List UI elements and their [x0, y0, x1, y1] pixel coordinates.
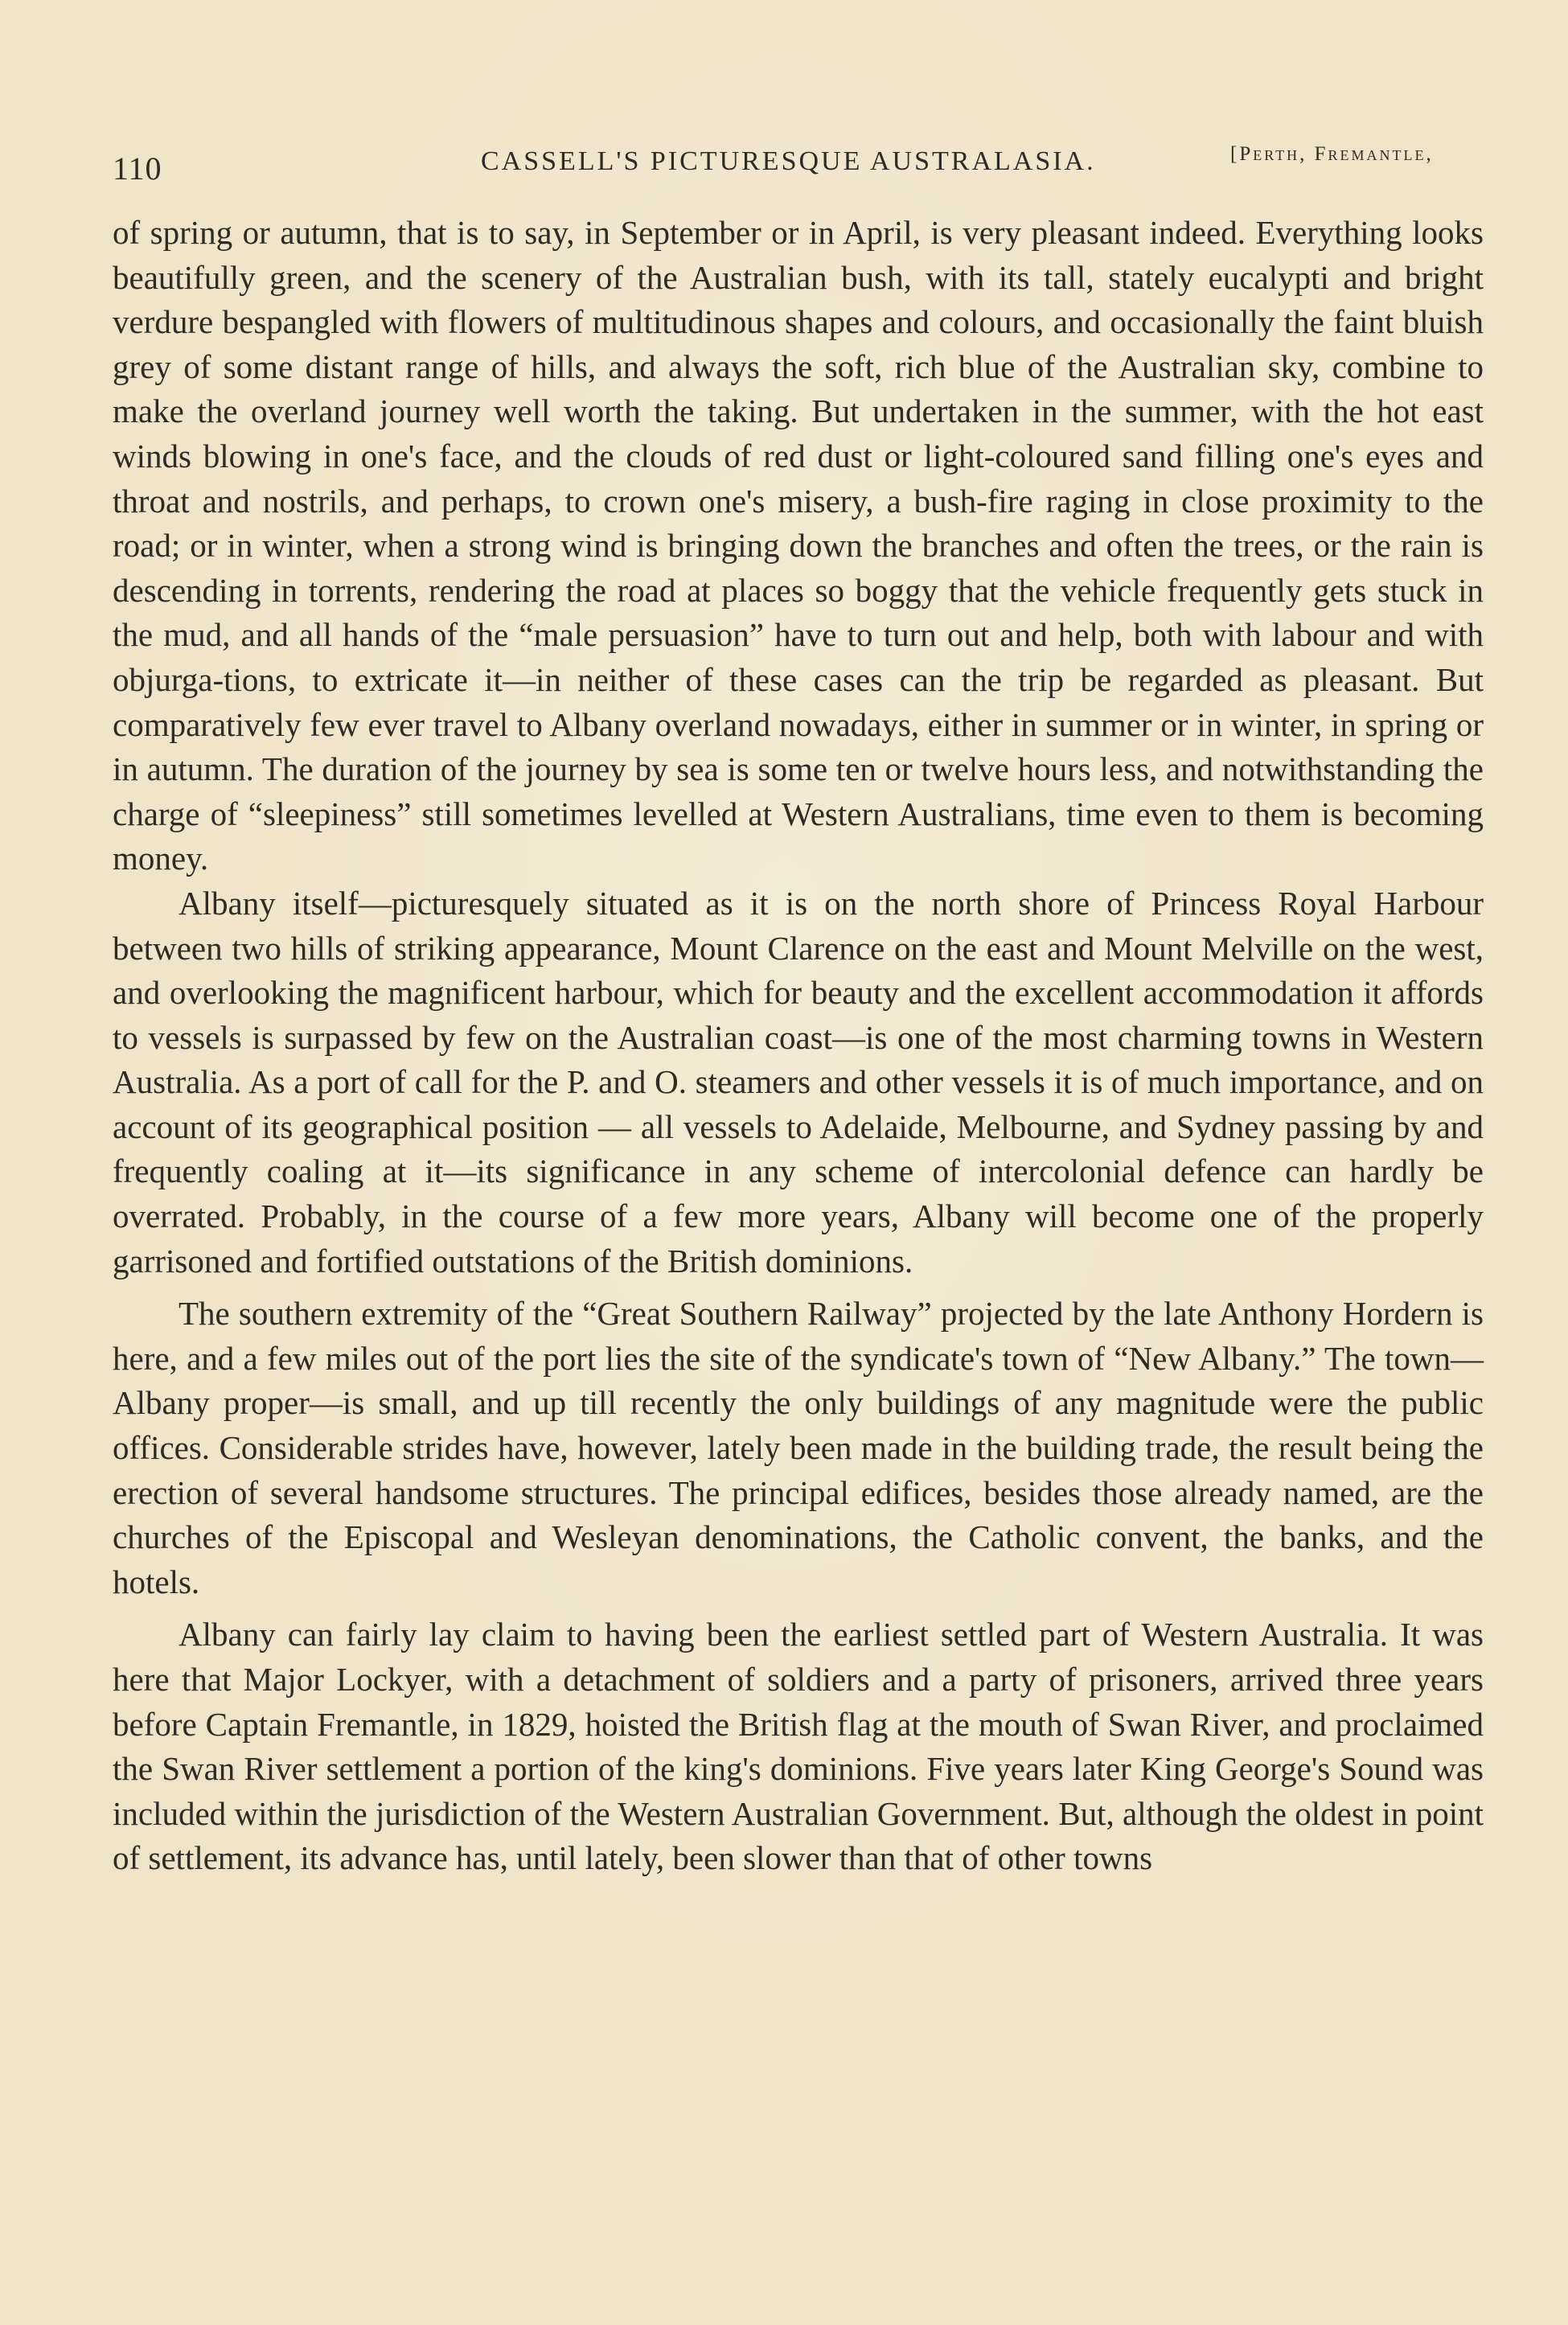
paragraph-earliest-settled: Albany can fairly lay claim to having been the earliest settled part of Western Australia. It was here that Major Lockyer, with a detachment of soldiers and a party of prisoners, arrived three years before Captain Fremantle, in 1829, hoisted the British flag at the mouth of Swan River, and proclaimed the Swan River settlement a portion of the king's dominions. Five years later King George's Sound was included within the jurisdiction of the Western Australian Government. But, although the oldest in point of settlement, its advance has, until lately, been slower than that of other towns	[113, 1616, 1484, 1877]
paragraph-great-southern-railway: The southern extremity of the “Great Southern Railway” projected by the late Anthony Hordern is here, and a few miles out of the port lies the site of the syndicate's town of “New Albany.” The town—Albany proper—is small, and up till recently the only buildings of any magnitude were the public offices. Considerable strides have, however, lately been made in the building trade, the result being the erection of several handsome structures. The principal edifices, besides those already named, are the churches of the Episcopal and Wesleyan denominations, the Catholic convent, the banks, and the hotels.	[113, 1295, 1484, 1600]
running-title: CASSELL'S PICTURESQUE AUSTRALASIA.	[481, 146, 1096, 176]
section-reference: [Perth, Fremantle,	[1230, 143, 1434, 165]
paragraph-continued: of spring or autumn, that is to say, in September or in April, is very pleasant indeed. Everything looks beautifully green, and the scenery of the Australian bush, with its tall, stately eucalypti and bright verdure bespangled with flowers of multitudinous shapes and colours, and occasionally the faint bluish grey of some distant range of hills, and always the soft, rich blue of the Australian sky, combine to make the overland journey well worth the taking. But undertaken in the summer, with the hot east winds blowing in one's face, and the clouds of red dust or light-coloured sand filling one's eyes and throat and nostrils, and perhaps, to crown one's misery, a bush-fire raging in close proximity to the road; or in winter, when a strong wind is bringing down the branches and often the trees, or the rain is descending in torrents, rendering the road at places so boggy that the vehicle frequently gets stuck in the mud, and all hands of the “male persuasion” have to turn out and help, both with labour and with objurga-tions, to extricate it—in neither of these cases can the trip be regarded as pleasant. But comparatively few ever travel to Albany overland nowadays, either in summer or in winter, in spring or in autumn. The duration of the journey by sea is some ten or twelve hours less, and notwithstanding the charge of “sleepiness” still sometimes levelled at Western Australians, time even to them is becoming money.	[113, 214, 1484, 877]
body-text	[113, 211, 1484, 1881]
page-header	[113, 143, 1472, 191]
paragraph-albany-itself: Albany itself—picturesquely situated as it is on the north shore of Princess Royal Harbour between two hills of striking appearance, Mount Clarence on the east and Mount Melville on the west, and overlooking the magnificent harbour, which for beauty and the excellent accommodation it affords to vessels is surpassed by few on the Australian coast—is one of the most charming towns in Western Australia. As a port of call for the P. and O. steamers and other vessels it is of much importance, and on account of its geographical position — all vessels to Adelaide, Melbourne, and Sydney passing by and frequently coaling at it—its significance in any scheme of intercolonial defence can hardly be overrated. Probably, in the course of a few more years, Albany will become one of the properly garrisoned and fortified outstations of the British dominions.	[113, 884, 1484, 1280]
page-number: 110	[113, 150, 162, 187]
